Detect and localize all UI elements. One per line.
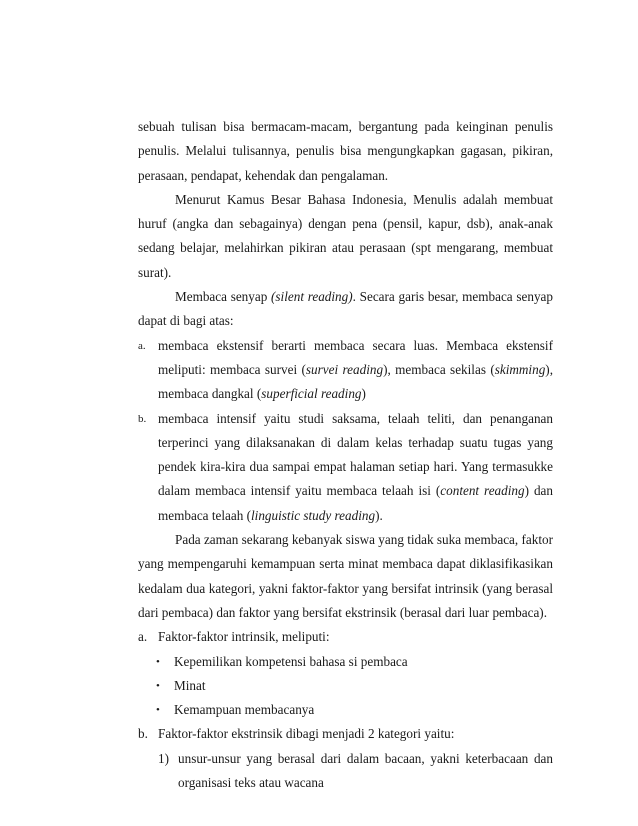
- bullet-list-intrinsic: [138, 650, 553, 723]
- list-item-intensive-reading: [138, 407, 553, 528]
- bullet-text: Kemampuan membacanya: [174, 702, 315, 718]
- numbered-item-text: unsur-unsur yang berasal dari dalam bacaan, yakni keterbacaan dan organisasi teks atau wacana: [178, 750, 553, 791]
- list-item-text: Faktor-faktor intrinsik, meliputi:: [158, 629, 330, 645]
- list-item-text: [158, 407, 553, 528]
- numbered-list-extrinsic: [138, 747, 553, 796]
- text-span: ) dan membaca telaah (: [158, 483, 554, 523]
- italic-term: content reading: [440, 483, 525, 499]
- text-span: ), membaca sekilas (: [383, 361, 495, 377]
- text-span: membaca ekstensif berarti membaca secara luas. Membaca ekstensif meliputi: membaca survei (: [158, 337, 553, 377]
- list-item-text: [158, 334, 553, 407]
- paragraph-text: . Secara garis besar, membaca senyap dapat di bagi atas:: [138, 289, 553, 329]
- list-marker: a.: [138, 629, 148, 645]
- bullet-text: Minat: [174, 677, 206, 693]
- list-item-text: Faktor-faktor ekstrinsik dibagi menjadi 2 kategori yaitu:: [158, 726, 455, 742]
- italic-term: superficial reading: [261, 386, 362, 402]
- list-item-extrinsic-factors: [138, 722, 553, 746]
- bullet-icon: •: [156, 704, 160, 717]
- list-item-intrinsic-factors: [138, 625, 553, 649]
- italic-term: skimming: [494, 361, 546, 377]
- paragraph-reading-factors: Pada zaman sekarang kebanyak siswa yang tidak suka membaca, faktor yang mempengaruhi kemampuan serta minat membaca dapat diklasifikasikan kedalam dua kategori, yakni faktor-faktor yang bersifat intrinsik (yang berasal dari pembaca) dan faktor yang bersifat ekstrinsik (berasal dari luar pembaca).: [138, 532, 553, 620]
- bullet-item: [156, 698, 553, 722]
- bullet-icon: •: [156, 655, 160, 668]
- italic-term: survei reading: [305, 361, 384, 377]
- list-marker: b.: [138, 726, 148, 742]
- text-span: ): [361, 386, 366, 402]
- paragraph-text: Membaca senyap: [175, 289, 272, 305]
- bullet-item: [156, 674, 553, 698]
- text-span: ), membaca dangkal (: [158, 361, 553, 402]
- paragraph-writing-intro: sebuah tulisan bisa bermacam-macam, bergantung pada keinginan penulis penulis. Melalui tulisannya, penulis bisa mengungkapkan gagasan, pikiran, perasaan, pendapat, kehendak dan pengalaman.: [138, 119, 553, 183]
- paragraph-silent-reading: [138, 285, 553, 334]
- bullet-item: [156, 650, 553, 674]
- numbered-marker: 1): [158, 750, 169, 766]
- list-marker: b.: [138, 412, 147, 425]
- italic-term: linguistic study reading: [251, 507, 376, 523]
- list-item-extensive-reading: [138, 334, 553, 407]
- bullet-text: Kepemilikan kompetensi bahasa si pembaca: [174, 653, 408, 669]
- text-span: membaca intensif yaitu studi saksama, telaah teliti, dan penanganan terperinci yang dilaksanakan di dalam kelas terhadap suatu tugas yang pendek kira-kira dua sampai empat halaman setiap hari. Yang termasukke dalam membaca intensif yaitu membaca telaah isi (: [158, 410, 553, 499]
- paragraph-kbbi-definition: Menurut Kamus Besar Bahasa Indonesia, Menulis adalah membuat huruf (angka dan sebagainya) dengan pena (pensil, kapur, dsb), anak-anak sedang belajar, melahirkan pikiran atau perasaan (spt mengarang, membuat surat).: [138, 191, 553, 280]
- bullet-icon: •: [156, 679, 160, 692]
- list-marker: a.: [138, 339, 146, 352]
- text-span: ).: [375, 507, 383, 523]
- italic-term: (silent reading): [271, 289, 353, 305]
- numbered-item: [158, 747, 553, 796]
